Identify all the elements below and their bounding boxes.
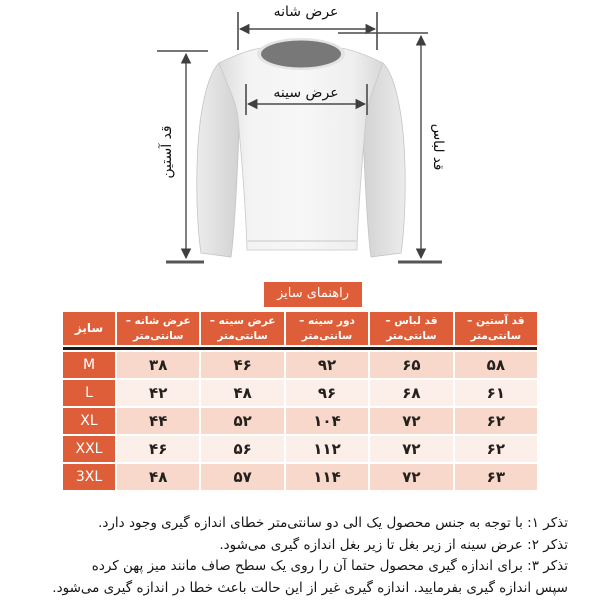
table-row-xxl <box>63 436 537 462</box>
table-header-divider <box>63 347 537 350</box>
chest-width-value: ۴۶ <box>201 352 283 378</box>
table-row-m <box>63 352 537 378</box>
chest-width-label: عرض سینه <box>273 85 339 101</box>
chest-circumference-value: ۹۶ <box>286 380 368 406</box>
size-label: M <box>63 352 115 378</box>
garment-length-value: ۷۲ <box>370 408 452 434</box>
col-header-shoulder <box>117 312 199 345</box>
sleeve-length-value: ۶۱ <box>455 380 537 406</box>
col-header-shoulder-line1: عرض شانه – <box>125 314 191 327</box>
chest-circumference-value: ۱۱۲ <box>286 436 368 462</box>
note-line-4: سپس اندازه گیری بفرمایید. اندازه گیری غیر از این حالت باعث خطا در اندازه گیری می‌شود. <box>52 579 568 596</box>
col-header-chest-circumference <box>286 312 368 345</box>
col-header-sleeve-length-line2: سانتی‌متر <box>470 329 522 342</box>
chest-circumference-value: ۱۱۴ <box>286 464 368 490</box>
col-header-size: سایز <box>63 312 115 345</box>
col-header-sleeve-length <box>455 312 537 345</box>
col-header-chest-width-line1: عرض سینه – <box>209 314 276 327</box>
size-table <box>63 312 537 490</box>
chest-width-value: ۵۷ <box>201 464 283 490</box>
col-header-chest-width <box>201 312 283 345</box>
note-line-1: تذکر ۱: با توجه به جنس محصول یک الی دو سانتی‌متر خطای اندازه گیری وجود دارد. <box>98 515 568 531</box>
chest-width-value: ۵۲ <box>201 408 283 434</box>
table-row-3xl <box>63 464 537 490</box>
shoulder-width-label: عرض شانه <box>273 4 339 20</box>
col-header-chest-width-line2: سانتی‌متر <box>217 329 268 342</box>
size-label: L <box>63 380 115 406</box>
col-header-chest-circumference-line1: دور سینه – <box>299 314 355 327</box>
garment-length-value: ۶۵ <box>370 352 452 378</box>
col-header-garment-length-line1: قد لباس – <box>385 314 438 327</box>
shoulder-value: ۴۸ <box>117 464 199 490</box>
garment-length-label: قد لباس <box>430 123 446 171</box>
chest-circumference-value: ۹۲ <box>286 352 368 378</box>
chest-width-value: ۴۸ <box>201 380 283 406</box>
sleeve-length-label: قد آستین <box>159 125 175 179</box>
measurement-diagram <box>0 0 600 280</box>
col-header-garment-length-line2: سانتی‌متر <box>386 329 437 342</box>
sweater-illustration <box>197 38 405 257</box>
col-header-sleeve-length-line1: قد آستین – <box>467 314 525 327</box>
table-row-xl <box>63 408 537 434</box>
shoulder-value: ۳۸ <box>117 352 199 378</box>
sleeve-length-value: ۶۲ <box>455 408 537 434</box>
col-header-chest-circumference-line2: سانتی‌متر <box>301 329 353 342</box>
sweater-diagram-svg <box>0 0 600 280</box>
sweater-body <box>219 48 383 250</box>
size-guide-badge: راهنمای سایز <box>264 282 362 307</box>
size-label: XXL <box>63 436 115 462</box>
garment-length-value: ۶۸ <box>370 380 452 406</box>
shoulder-value: ۴۴ <box>117 408 199 434</box>
note-line-3: تذکر ۳: برای اندازه گیری محصول حتما آن را روی یک سطح صاف مانند میز پهن کرده <box>91 558 568 574</box>
shoulder-value: ۴۲ <box>117 380 199 406</box>
chest-width-value: ۵۶ <box>201 436 283 462</box>
col-header-shoulder-line2: سانتی‌متر <box>132 329 184 342</box>
sweater-collar <box>261 41 341 68</box>
sleeve-length-value: ۶۲ <box>455 436 537 462</box>
sleeve-length-value: ۵۸ <box>455 352 537 378</box>
garment-length-value: ۷۲ <box>370 436 452 462</box>
table-row-l <box>63 380 537 406</box>
measurement-notes <box>20 513 568 599</box>
shoulder-value: ۴۶ <box>117 436 199 462</box>
note-line-2: تذکر ۲: عرض سینه از زیر بغل تا زیر بغل اندازه گیری می‌شود. <box>219 536 568 553</box>
col-header-garment-length <box>370 312 452 345</box>
garment-length-value: ۷۲ <box>370 464 452 490</box>
sleeve-length-value: ۶۳ <box>455 464 537 490</box>
table-header-row <box>63 312 537 345</box>
size-label: XL <box>63 408 115 434</box>
size-label: 3XL <box>63 464 115 490</box>
chest-circumference-value: ۱۰۴ <box>286 408 368 434</box>
